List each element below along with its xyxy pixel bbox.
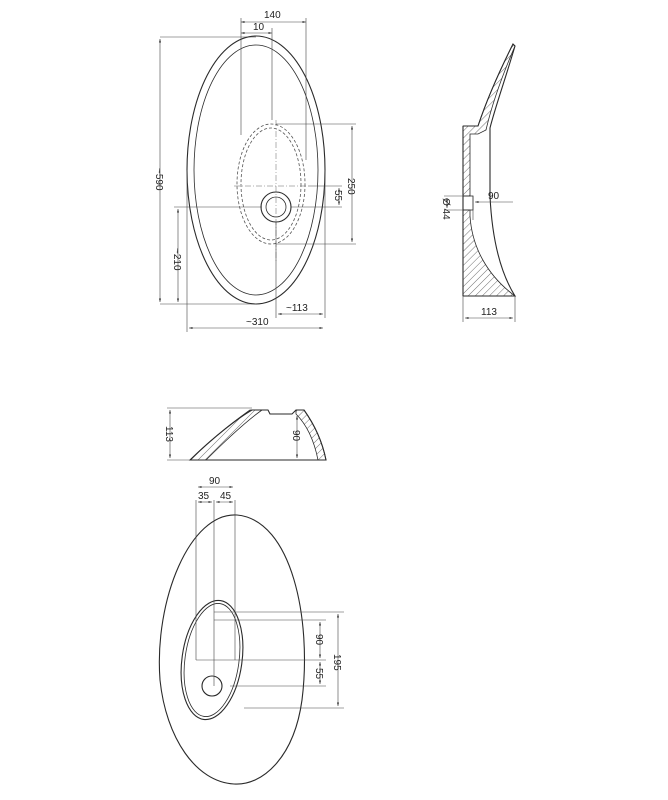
bottom-drain [202, 676, 222, 696]
dim-label-590: ~590 [153, 168, 164, 191]
dim-label-210: ~210 [171, 248, 182, 271]
bottom-dim-label-195: 195 [331, 654, 342, 671]
side-drain [463, 196, 473, 210]
side-dim-label-44: Ø 44 [440, 198, 451, 220]
dim-label-140: 140 [264, 10, 281, 21]
bowl-hidden-inner [241, 128, 301, 240]
front-dim-label-90: 90 [290, 430, 301, 442]
dim-label-310: ~310 [246, 317, 269, 328]
bottom-dim-label-55: 55 [313, 668, 324, 680]
side-dim-label-90: 90 [488, 191, 500, 202]
bottom-outer-outline [159, 515, 304, 784]
dim-label-113: ~113 [286, 303, 308, 314]
side-wall-section [463, 44, 515, 196]
side-wall-lower [463, 210, 515, 296]
bottom-dim-label-35: 35 [198, 491, 210, 502]
dim-label-55: 55 [332, 190, 343, 202]
front-view [163, 408, 326, 460]
bottom-dim-label-90: 90 [209, 476, 221, 487]
front-dim-label-113: 113 [163, 426, 174, 442]
dim-label-10: 10 [253, 22, 265, 33]
bottom-dim-label-45: 45 [220, 491, 232, 502]
bottom-view [159, 476, 344, 784]
side-dim-label-113: 113 [481, 307, 497, 318]
dim-label-250: 250 [345, 178, 356, 195]
side-view [440, 44, 515, 322]
drain-outer [261, 192, 291, 222]
bowl-hidden-outline [237, 124, 305, 244]
front-section-left [190, 410, 262, 460]
bottom-dim-label-90-vertical: 90 [313, 634, 324, 646]
top-view [153, 10, 356, 332]
basin-rim-inner [194, 45, 318, 295]
